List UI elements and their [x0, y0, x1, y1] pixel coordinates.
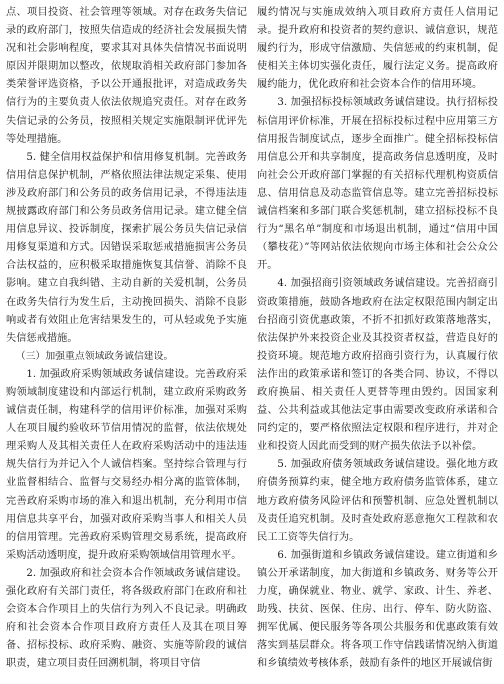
right-column — [257, 4, 498, 684]
paragraph: 1. 加强政府采购领域政务诚信建设。完善政府采购领域制度建设和内部运行机制，建立政府采购政务诚信责任制，构建科学的信用评价标准，加强对采购人在项目履约验收环节信用情况的监督，依法依规处理采购人及其相关责任人在政府采购活动中的违法违规失信行为并记入个人诚信档案。坚持综合管理与行业监督相结合、监督与交易经办相分离的监管体制，完善政府采购市场的准入和退出机制，充分利用市信用信息共享平台，加强对政府采购当事人和相关人员的信用管理。完善政府采购管理交易系统，提高政府采购活动透明度，提升政府采购领域信用管理水平。 — [6, 368, 247, 561]
paragraph: 5. 加强政府债务领域政务诚信建设。强化地方政府债务预算约束，健全地方政府债务监管体系，建立地方政府债务风险评估和预警机制、应急处置机制以及责任追究机制。及时查处政府恶意拖欠工程款和农民工工资等失信行为。 — [257, 459, 498, 543]
paragraph: 履约情况与实施成效纳入项目政府方责任人信用记录。提升政府和投资者的契约意识、诚信意识，规范履约行为，形成守信激励、失信惩戒的约束机制，促使相关主体切实强化责任，履行法定义务。提高政府履约能力，优化政府和社会资本合作的信用环境。 — [257, 7, 498, 91]
paragraph: 4. 加强招商引资领域政务诚信建设。完善招商引资政策措施，鼓励各地政府在法定权限范围内制定出台招商引资优惠政策，不折不扣抓好政策落地落实，依法保护外来投资企业及其投资者权益，营造良好的投资环境。规范地方政府招商引资行为，认真履行依法作出的政策承诺和签订的各类合同、协议，不得以政府换届、相关责任人更替等理由毁约。因国家利益、公共利益或其他法定事由需要改变政府承诺和合同约定的，要严格依照法定权限和程序进行，并对企业和投资人因此而受到的财产损失依法予以补偿。 — [257, 278, 498, 453]
paragraph: 6. 加强街道和乡镇政务诚信建设。建立街道和乡镇公开承诺制度，加大街道和乡镇政务、财务等公开力度，确保就业、物业、就学、家政、计生、养老、助残、扶贫、医保、住房、出行、停车、防火防盗、拥军优属、便民服务等各项公共服务和优惠政策有效落实到基层群众。将各项工作守信践诺情况纳入街道和乡镇绩效考核体系，鼓励有条件的地区开展诚信街 — [257, 549, 498, 670]
paragraph: 5. 健全信用权益保护和信用修复机制。完善政务信用信息保护机制，严格依照法律法规定采集、使用涉及政府部门和公务员的政务信用记录，不得违法违规披露政府部门和公务员政务信用记录。建立健全信用信息异议、投诉制度，探索扩展公务员失信记录信用修复渠道和方式。因错误采取惩戒措施损害公务员合法权益的，应积极采取措施恢复其信誉、消除不良影响。建立自我纠错、主动自新的关爱机制，公务员在政务失信行为发生后，主动挽回损失、消除不良影响或者有效阻止危害结果发生的，可从轻或免予实施失信惩戒措施。 — [6, 151, 247, 344]
paragraph: 2. 加强政府和社会资本合作领域政务诚信建设。强化政府有关部门责任，将各级政府部门在政府和社会资本合作项目上的失信行为列入不良记录。明确政府和社会资本合作项目政府方责任人及其在项目筹备、招标投标、政府采购、融资、实施等阶段的诚信职责，建立项目责任回溯机制，将项目守信 — [6, 567, 247, 670]
paragraph: 点、项目投资、社会管理等领域。对存在政务失信记录的政府部门，按照失信造成的经济社会发展损失情况和社会影响程度，要求其对具体失信情况书面说明原因并限期加以整改，依规取消相关政府部门参加各类荣誉评选资格，予以公开通报批评，对造成政务失信行为的主要负责人依法依规追究责任。对存在政务失信记录的公务员，按照相关规定实施限制评优评先等处理措施。 — [6, 7, 247, 145]
paragraph: 3. 加强招标投标领域政务诚信建设。执行招标投标信用评价标准，开展在招标投标过程中应用第三方信用报告制度试点，逐步全面推广。健全招标投标信用信息公开和共享制度，提高政务信息透明度，及时向社会公开政府部门掌握的有关招标代理机构资质信息、信用信息及动态监管信息等。建立完善招标投标诚信档案和多部门联合奖惩机制，建立招标投标不良行为“黑名单”制度和市场退出机制，通过“信用中国（攀枝花）”等网站依法依规向市场主体和社会公众公开。 — [257, 97, 498, 272]
section-heading: （三）加强重点领域政务诚信建设。 — [15, 350, 174, 362]
left-column — [6, 4, 247, 684]
